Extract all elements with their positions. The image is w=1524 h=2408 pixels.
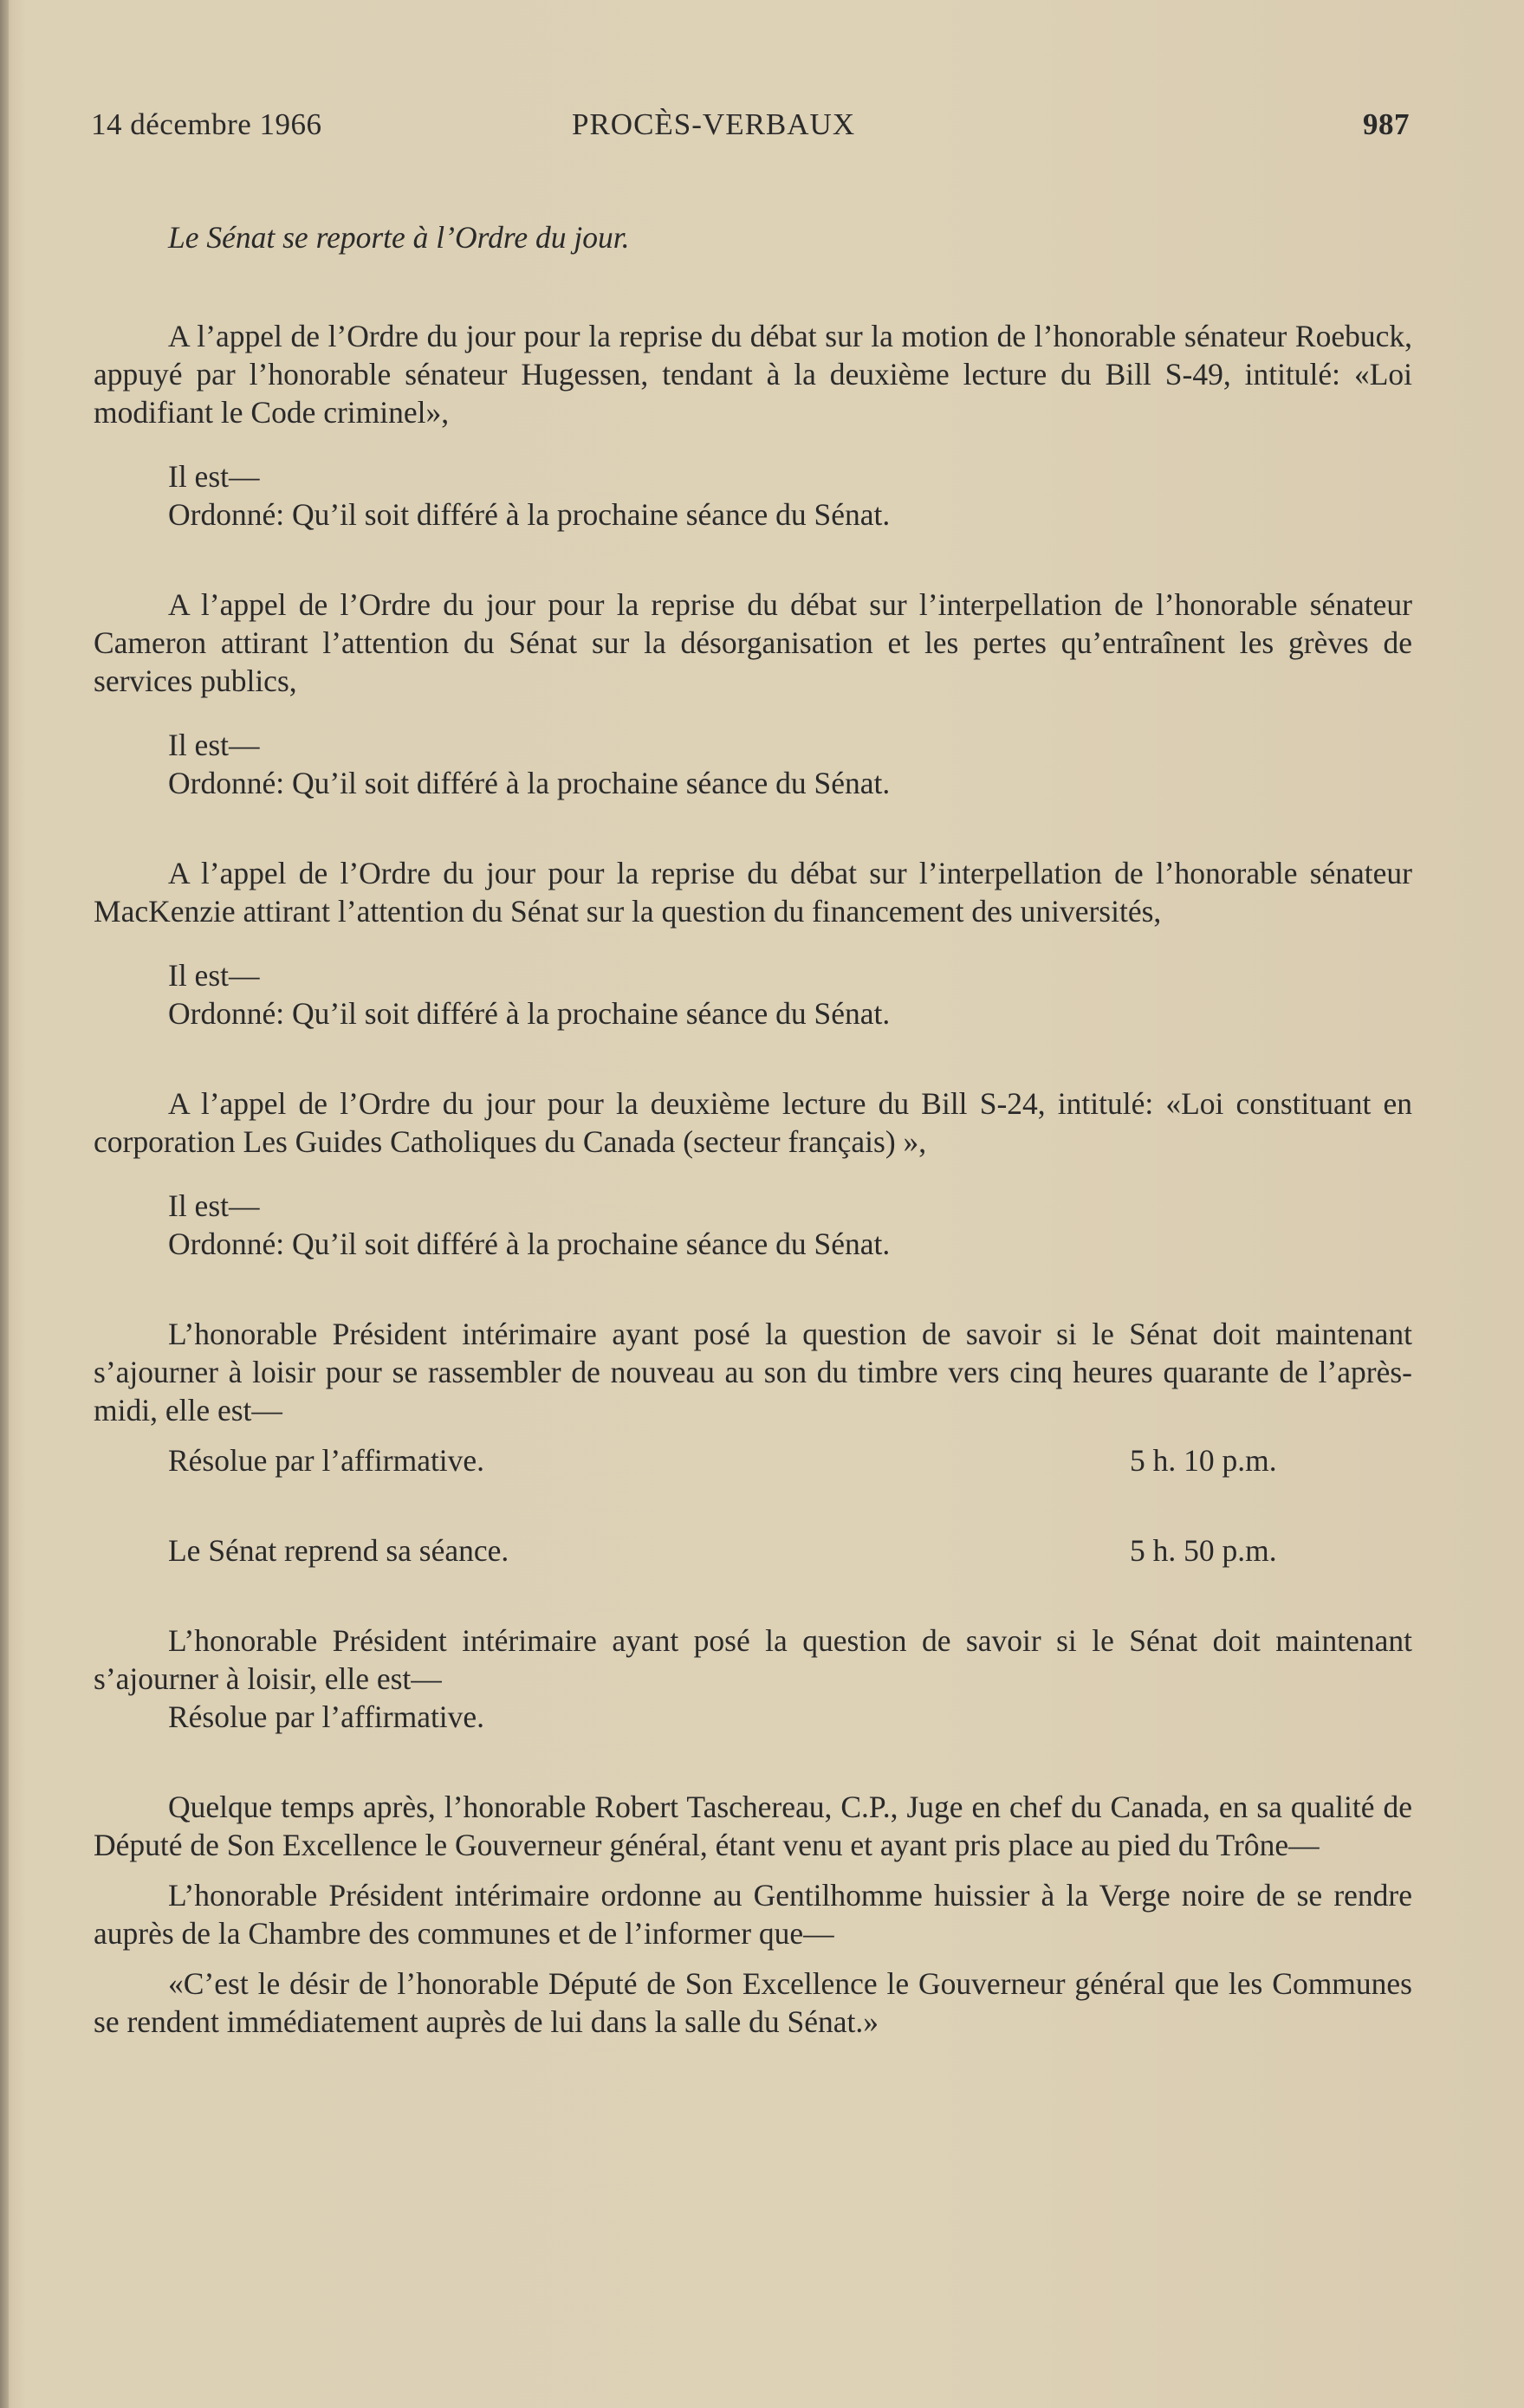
adjourn1-resolved: Résolue par l’affirmative. <box>168 1443 485 1478</box>
resume-text: Le Sénat reprend sa séance. <box>168 1533 509 1568</box>
item2-il-est: Il est— <box>168 728 260 762</box>
item1-text: A l’appel de l’Ordre du jour pour la reprise du débat sur la motion de l’honorable sénateur Roebuck, appuyé par l’honorable sénateur Hugessen, tendant à la deuxième lecture du Bill S-49, intitulé: «Loi modifiant le Code criminel», <box>94 319 1412 430</box>
resume-row <box>94 1531 1412 1570</box>
arrival-order: L’honorable Président intérimaire ordonne au Gentilhomme huissier à la Verge noire de se rendre auprès de la Chambre des communes et de l’informer que— <box>94 1878 1412 1951</box>
item3-il-est: Il est— <box>168 958 260 993</box>
item3-ordered: Ordonné: Qu’il soit différé à la prochaine séance du Sénat. <box>168 996 891 1031</box>
page-number: 987 <box>1363 107 1410 141</box>
arrival-quote: «C’est le désir de l’honorable Député de Son Excellence le Gouverneur général que les Communes se rendent immédiatement auprès de lui dans la salle du Sénat.» <box>94 1966 1412 2039</box>
item4-text: A l’appel de l’Ordre du jour pour la deuxième lecture du Bill S-24, intitulé: «Loi constituant en corporation Les Guides Catholiques du Canada (secteur français) », <box>94 1086 1412 1159</box>
item3-text: A l’appel de l’Ordre du jour pour la reprise du débat sur l’interpellation de l’honorable sénateur MacKenzie attirant l’attention du Sénat sur la question du financement des universités, <box>94 856 1412 929</box>
adjourn1-row <box>94 1441 1412 1479</box>
item4-il-est: Il est— <box>168 1188 260 1223</box>
header-title: PROCÈS-VERBAUX <box>572 107 856 141</box>
adjourn1-text: L’honorable Président intérimaire ayant posé la question de savoir si le Sénat doit maintenant s’ajourner à loisir pour se rassembler de nouveau au son du timbre vers cinq heures quarante de l’après-midi, elle est— <box>94 1317 1412 1427</box>
document-body <box>94 218 1412 2041</box>
resume-time: 5 h. 50 p.m. <box>1130 1533 1277 1568</box>
adjourn2-text: L’honorable Président intérimaire ayant posé la question de savoir si le Sénat doit maintenant s’ajourner à loisir, elle est— <box>94 1623 1412 1696</box>
page-header <box>91 107 1410 151</box>
opening-line: Le Sénat se reporte à l’Ordre du jour. <box>168 220 630 255</box>
arrival-text: Quelque temps après, l’honorable Robert Taschereau, C.P., Juge en chef du Canada, en sa qualité de Député de Son Excellence le Gouverneur général, étant venu et ayant pris place au pied du Trône— <box>94 1790 1412 1862</box>
header-date: 14 décembre 1966 <box>91 107 322 141</box>
item4-ordered: Ordonné: Qu’il soit différé à la prochaine séance du Sénat. <box>168 1227 891 1261</box>
item2-ordered: Ordonné: Qu’il soit différé à la prochaine séance du Sénat. <box>168 766 891 800</box>
binding-edge <box>0 0 9 2408</box>
adjourn1-time: 5 h. 10 p.m. <box>1130 1443 1277 1478</box>
item2-text: A l’appel de l’Ordre du jour pour la reprise du débat sur l’interpellation de l’honorable sénateur Cameron attirant l’attention du Sénat sur la désorganisation et les pertes qu’entraînent les grèves de services publics, <box>94 587 1412 698</box>
item1-il-est: Il est— <box>168 459 260 494</box>
item1-ordered: Ordonné: Qu’il soit différé à la prochaine séance du Sénat. <box>168 497 891 532</box>
adjourn2-resolved: Résolue par l’affirmative. <box>168 1699 485 1734</box>
